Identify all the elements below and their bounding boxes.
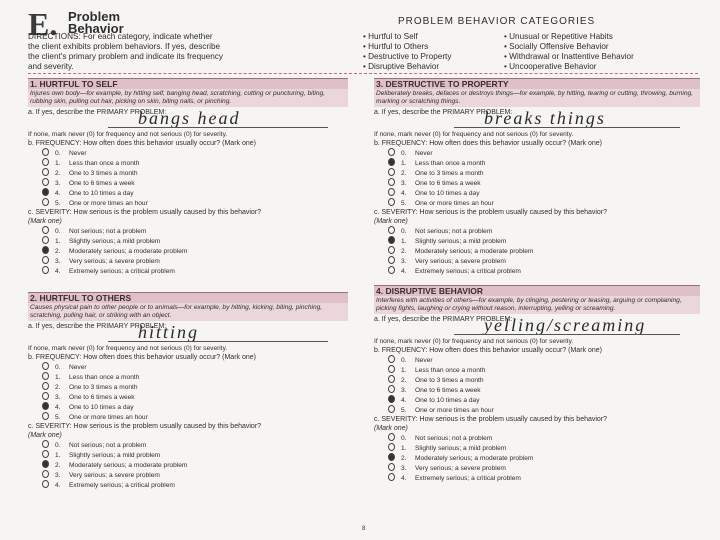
frequency-option[interactable]: 0. Never bbox=[42, 148, 348, 158]
describe-prompt: a. If yes, describe the PRIMARY PROBLEM: bbox=[374, 316, 513, 323]
answer-line bbox=[454, 334, 680, 335]
frequency-option[interactable]: 2. One to 3 times a month bbox=[388, 375, 700, 385]
primary-problem-answer[interactable]: hitting bbox=[138, 322, 200, 342]
severity-option[interactable]: 3. Very serious; a severe problem bbox=[388, 463, 700, 473]
answer-line bbox=[108, 127, 328, 128]
divider-dashed bbox=[28, 73, 698, 74]
section-description: Injures own body—for example, by hitting self, banging head, scratching, cutting or puncturing, biting, rubbing skin, pulling out hair, picking on skin, biting nails, or pinching. bbox=[28, 89, 348, 107]
none-note: If none, mark never (0) for frequency and not serious (0) for severity. bbox=[374, 338, 574, 345]
severity-option[interactable]: 0. Not serious; not a problem bbox=[388, 433, 700, 443]
section-hurtful-to-others bbox=[28, 292, 348, 507]
section-header: 3. DESTRUCTIVE TO PROPERTY bbox=[374, 78, 700, 89]
frequency-option[interactable]: 4. One to 10 times a day bbox=[388, 395, 700, 405]
frequency-radio[interactable] bbox=[388, 385, 395, 393]
frequency-radio[interactable] bbox=[388, 375, 395, 383]
section-hurtful-to-self bbox=[28, 78, 348, 293]
frequency-option[interactable]: 1. Less than once a month bbox=[42, 158, 348, 168]
frequency-option[interactable]: 1. Less than once a month bbox=[388, 158, 700, 168]
frequency-radio[interactable] bbox=[388, 395, 395, 403]
frequency-option[interactable]: 0. Never bbox=[388, 355, 700, 365]
severity-option[interactable]: 2. Moderately serious; a moderate problem bbox=[42, 460, 348, 470]
severity-question: c. SEVERITY: How serious is the problem usually caused by this behavior? bbox=[28, 209, 262, 216]
severity-radio[interactable] bbox=[42, 236, 49, 244]
frequency-radio[interactable] bbox=[42, 362, 49, 370]
severity-option[interactable]: 3. Very serious; a severe problem bbox=[388, 256, 700, 266]
severity-option[interactable]: 4. Extremely serious; a critical problem bbox=[42, 480, 348, 490]
section-header: 2. HURTFUL TO OTHERS bbox=[28, 292, 348, 303]
severity-radio[interactable] bbox=[42, 226, 49, 234]
frequency-radio[interactable] bbox=[42, 372, 49, 380]
primary-problem-answer[interactable]: bangs head bbox=[138, 108, 241, 128]
describe-prompt: a. If yes, describe the PRIMARY PROBLEM: bbox=[374, 109, 513, 116]
frequency-radio[interactable] bbox=[42, 178, 49, 186]
frequency-radio[interactable] bbox=[42, 168, 49, 176]
severity-option[interactable]: 1. Slightly serious; a mild problem bbox=[42, 450, 348, 460]
section-letter: E. bbox=[28, 6, 58, 42]
section-disruptive-behavior bbox=[374, 285, 700, 507]
mark-one-note: (Mark one) bbox=[28, 218, 62, 225]
severity-question: c. SEVERITY: How serious is the problem usually caused by this behavior? bbox=[374, 209, 608, 216]
page-number: 8 bbox=[362, 526, 366, 532]
severity-radio[interactable] bbox=[42, 470, 49, 478]
frequency-option[interactable]: 0. Never bbox=[42, 362, 348, 372]
severity-option[interactable]: 0. Not serious; not a problem bbox=[42, 440, 348, 450]
none-note: If none, mark never (0) for frequency and not serious (0) for severity. bbox=[374, 131, 574, 138]
frequency-radio[interactable] bbox=[388, 365, 395, 373]
frequency-option[interactable]: 3. One to 6 times a week bbox=[388, 385, 700, 395]
mark-one-note: (Mark one) bbox=[374, 425, 408, 432]
none-note: If none, mark never (0) for frequency and not serious (0) for severity. bbox=[28, 131, 228, 138]
severity-option[interactable]: 0. Not serious; not a problem bbox=[388, 226, 700, 236]
severity-option[interactable]: 3. Very serious; a severe problem bbox=[42, 256, 348, 266]
frequency-radio[interactable] bbox=[42, 412, 49, 420]
frequency-option[interactable]: 3. One to 6 times a week bbox=[42, 178, 348, 188]
severity-option[interactable]: 1. Slightly serious; a mild problem bbox=[388, 443, 700, 453]
mark-one-note: (Mark one) bbox=[374, 218, 408, 225]
section-title-line1: Problem bbox=[68, 9, 121, 24]
frequency-radio[interactable] bbox=[388, 198, 395, 206]
severity-radio[interactable] bbox=[388, 246, 395, 254]
severity-radio[interactable] bbox=[388, 256, 395, 264]
severity-radio[interactable] bbox=[388, 226, 395, 234]
frequency-option[interactable]: 2. One to 3 times a month bbox=[388, 168, 700, 178]
severity-option[interactable]: 2. Moderately serious; a moderate problem bbox=[388, 453, 700, 463]
frequency-radio[interactable] bbox=[42, 392, 49, 400]
severity-radio[interactable] bbox=[388, 266, 395, 274]
severity-radio[interactable] bbox=[42, 256, 49, 264]
frequency-option[interactable]: 0. Never bbox=[388, 148, 700, 158]
section-description: Interferes with activities of others—for example, by clinging, pestering or teasing, arguing or complaining, picking fights, laughing or crying without reason, interrupting, yelling or screaming. bbox=[374, 296, 700, 314]
frequency-radio[interactable] bbox=[42, 188, 49, 196]
severity-option[interactable]: 1. Slightly serious; a mild problem bbox=[388, 236, 700, 246]
severity-question: c. SEVERITY: How serious is the problem usually caused by this behavior? bbox=[28, 423, 262, 430]
section-description: Deliberately breaks, defaces or destroys things—for example, by hitting, tearing or cutting, throwing, burning, marking or scratching things. bbox=[374, 89, 700, 107]
severity-radio[interactable] bbox=[388, 453, 395, 461]
severity-radio[interactable] bbox=[42, 450, 49, 458]
frequency-radio[interactable] bbox=[388, 405, 395, 413]
severity-radio[interactable] bbox=[42, 266, 49, 274]
primary-problem-answer[interactable]: breaks things bbox=[484, 108, 606, 128]
section-destructive-to-property bbox=[374, 78, 700, 293]
section-header: 4. DISRUPTIVE BEHAVIOR bbox=[374, 285, 700, 296]
answer-line bbox=[108, 341, 328, 342]
severity-radio[interactable] bbox=[42, 440, 49, 448]
frequency-radio[interactable] bbox=[42, 148, 49, 156]
categories-col1: • Hurtful to Self • Hurtful to Others • Destructive to Property • Disruptive Behavior bbox=[363, 32, 452, 71]
directions: DIRECTIONS: For each category, indicate whether the client exhibits problem behaviors. If yes, describe the client's primary problem and indicate its frequency and severity. bbox=[28, 32, 223, 71]
frequency-option[interactable]: 4. One to 10 times a day bbox=[388, 188, 700, 198]
frequency-option[interactable]: 4. One to 10 times a day bbox=[42, 188, 348, 198]
frequency-radio[interactable] bbox=[388, 158, 395, 166]
severity-radio[interactable] bbox=[388, 473, 395, 481]
severity-option[interactable]: 0. Not serious; not a problem bbox=[42, 226, 348, 236]
describe-prompt: a. If yes, describe the PRIMARY PROBLEM: bbox=[28, 323, 167, 330]
section-description: Causes physical pain to other people or to animals—for example, by hitting, kicking, biting, pinching, scratching, pulling hair, or striking with an object. bbox=[28, 303, 348, 321]
severity-option[interactable]: 4. Extremely serious; a critical problem bbox=[42, 266, 348, 276]
frequency-question: b. FREQUENCY: How often does this behavior usually occur? (Mark one) bbox=[28, 354, 256, 361]
severity-radio[interactable] bbox=[388, 463, 395, 471]
answer-line bbox=[454, 127, 680, 128]
frequency-radio[interactable] bbox=[42, 402, 49, 410]
frequency-radio[interactable] bbox=[388, 178, 395, 186]
section-header: 1. HURTFUL TO SELF bbox=[28, 78, 348, 89]
frequency-option[interactable]: 3. One to 6 times a week bbox=[42, 392, 348, 402]
frequency-option[interactable]: 2. One to 3 times a month bbox=[42, 382, 348, 392]
severity-question: c. SEVERITY: How serious is the problem usually caused by this behavior? bbox=[374, 416, 608, 423]
severity-option[interactable]: 3. Very serious; a severe problem bbox=[42, 470, 348, 480]
frequency-option[interactable]: 1. Less than once a month bbox=[42, 372, 348, 382]
frequency-option[interactable]: 5. One or more times an hour bbox=[388, 405, 700, 415]
frequency-radio[interactable] bbox=[388, 148, 395, 156]
categories-col2: • Unusual or Repetitive Habits • Socially Offensive Behavior • Withdrawal or Inattentive Behavior • Uncooperative Behavior bbox=[504, 32, 634, 71]
frequency-radio[interactable] bbox=[388, 188, 395, 196]
severity-option[interactable]: 2. Moderately serious; a moderate problem bbox=[388, 246, 700, 256]
frequency-option[interactable]: 1. Less than once a month bbox=[388, 365, 700, 375]
frequency-option[interactable]: 3. One to 6 times a week bbox=[388, 178, 700, 188]
frequency-radio[interactable] bbox=[388, 168, 395, 176]
categories-title: PROBLEM BEHAVIOR CATEGORIES bbox=[398, 16, 596, 27]
frequency-option[interactable]: 5. One or more times an hour bbox=[388, 198, 700, 208]
section-title-line2: Behavior bbox=[68, 21, 124, 36]
severity-radio[interactable] bbox=[42, 246, 49, 254]
describe-prompt: a. If yes, describe the PRIMARY PROBLEM: bbox=[28, 109, 167, 116]
frequency-radio[interactable] bbox=[42, 198, 49, 206]
frequency-radio[interactable] bbox=[388, 355, 395, 363]
frequency-option[interactable]: 5. One or more times an hour bbox=[42, 412, 348, 422]
frequency-option[interactable]: 5. One or more times an hour bbox=[42, 198, 348, 208]
mark-one-note: (Mark one) bbox=[28, 432, 62, 439]
severity-radio[interactable] bbox=[388, 236, 395, 244]
frequency-option[interactable]: 2. One to 3 times a month bbox=[42, 168, 348, 178]
severity-radio[interactable] bbox=[388, 433, 395, 441]
severity-option[interactable]: 1. Slightly serious; a mild problem bbox=[42, 236, 348, 246]
severity-radio[interactable] bbox=[42, 480, 49, 488]
frequency-question: b. FREQUENCY: How often does this behavior usually occur? (Mark one) bbox=[374, 140, 602, 147]
frequency-radio[interactable] bbox=[42, 382, 49, 390]
primary-problem-answer[interactable]: yelling/screaming bbox=[484, 315, 647, 335]
severity-option[interactable]: 4. Extremely serious; a critical problem bbox=[388, 266, 700, 276]
severity-radio[interactable] bbox=[388, 443, 395, 451]
frequency-question: b. FREQUENCY: How often does this behavior usually occur? (Mark one) bbox=[374, 347, 602, 354]
frequency-option[interactable]: 4. One to 10 times a day bbox=[42, 402, 348, 412]
frequency-radio[interactable] bbox=[42, 158, 49, 166]
severity-option[interactable]: 4. Extremely serious; a critical problem bbox=[388, 473, 700, 483]
none-note: If none, mark never (0) for frequency and not serious (0) for severity. bbox=[28, 345, 228, 352]
severity-radio[interactable] bbox=[42, 460, 49, 468]
frequency-question: b. FREQUENCY: How often does this behavior usually occur? (Mark one) bbox=[28, 140, 256, 147]
severity-option[interactable]: 2. Moderately serious; a moderate problem bbox=[42, 246, 348, 256]
